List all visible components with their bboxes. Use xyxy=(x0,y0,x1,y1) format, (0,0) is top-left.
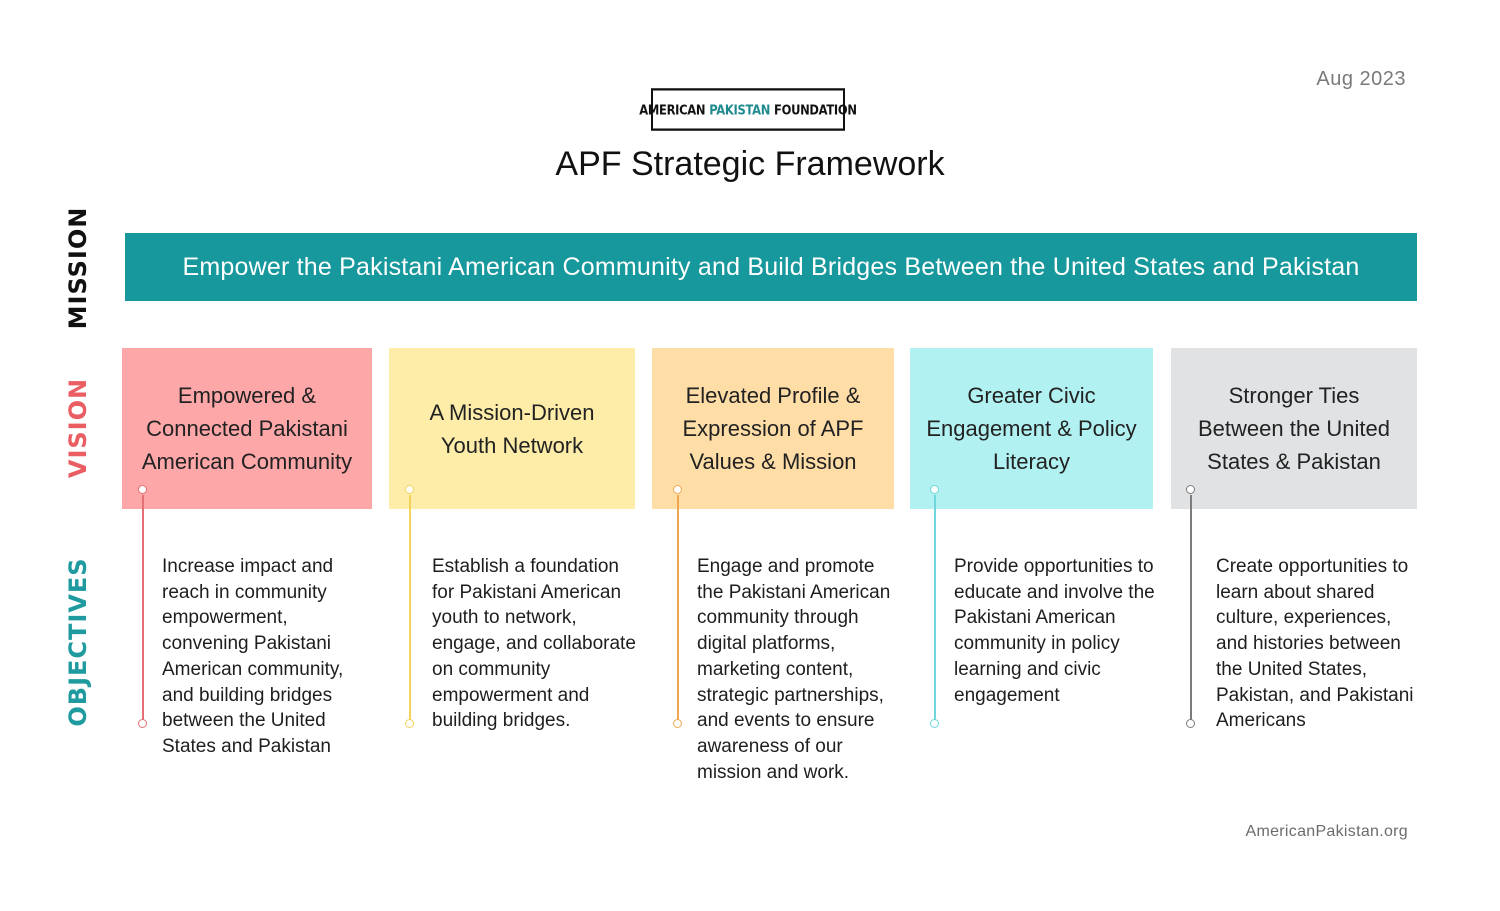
page-title: APF Strategic Framework xyxy=(555,145,945,183)
objective-text-5: Create opportunities to learn about shared culture, experiences, and histories between the United States, Pakistan, and Pakistani Americans xyxy=(1216,556,1414,732)
vision-box-2 xyxy=(389,348,635,509)
connector-line xyxy=(677,495,679,721)
objectives-side-label: OBJECTIVES xyxy=(64,557,92,727)
mission-side-label: MISSION xyxy=(64,206,92,330)
connector-dot-bottom xyxy=(405,719,414,728)
date-label: Aug 2023 xyxy=(1316,68,1406,90)
connector-3 xyxy=(672,485,684,731)
connector-5 xyxy=(1185,485,1197,731)
vision-box-4 xyxy=(910,348,1153,509)
connector-2 xyxy=(404,485,416,731)
connector-dot-bottom xyxy=(138,719,147,728)
mission-banner xyxy=(125,233,1417,301)
vision-text-3: Elevated Profile & Expression of APF Values & Mission xyxy=(682,383,864,474)
vision-box-5 xyxy=(1171,348,1417,509)
logo-text-american: AMERICAN xyxy=(639,101,706,118)
connector-dot-bottom xyxy=(930,719,939,728)
logo-text-pakistan: PAKISTAN xyxy=(709,101,771,118)
vision-text-5: Stronger Ties Between the United States & Pakistan xyxy=(1197,383,1391,474)
connector-line xyxy=(1190,495,1192,721)
vision-side-label: VISION xyxy=(64,377,92,479)
vision-box-3 xyxy=(652,348,894,509)
connector-1 xyxy=(137,485,149,731)
footer-url[interactable]: AmericanPakistan.org xyxy=(1245,823,1408,840)
connector-dot-top xyxy=(930,485,939,494)
connector-dot-top xyxy=(405,485,414,494)
connector-4 xyxy=(929,485,941,731)
connector-dot-top xyxy=(673,485,682,494)
connector-dot-bottom xyxy=(673,719,682,728)
objective-text-1: Increase impact and reach in community empowerment, convening Pakistani American community, and building bridges between the United States and Pakistan xyxy=(162,556,344,757)
objective-text-2: Establish a foundation for Pakistani American youth to network, engage, and collaborate on community empowerment and building bridges. xyxy=(432,556,636,732)
logo-text-foundation: FOUNDATION xyxy=(774,101,857,118)
connector-dot-top xyxy=(138,485,147,494)
vision-box-1 xyxy=(122,348,372,509)
vision-text-2: A Mission-Driven Youth Network xyxy=(429,399,595,458)
connector-line xyxy=(934,495,936,721)
apf-logo xyxy=(639,88,857,131)
connector-line xyxy=(142,495,144,721)
objective-text-4: Provide opportunities to educate and involve the Pakistani American community in policy learning and civic engagement xyxy=(954,556,1155,706)
mission-text: Empower the Pakistani American Community and Build Bridges Between the United States and Pakistan xyxy=(182,252,1360,281)
vision-text-4: Greater Civic Engagement & Policy Literacy xyxy=(926,383,1137,474)
connector-dot-bottom xyxy=(1186,719,1195,728)
connector-line xyxy=(409,495,411,721)
vision-text-1: Empowered & Connected Pakistani American Community xyxy=(141,383,353,474)
connector-dot-top xyxy=(1186,485,1195,494)
objective-text-3: Engage and promote the Pakistani American community through digital platforms, marketing content, strategic partnerships, and events to ensure awareness of our mission and work. xyxy=(697,556,891,783)
